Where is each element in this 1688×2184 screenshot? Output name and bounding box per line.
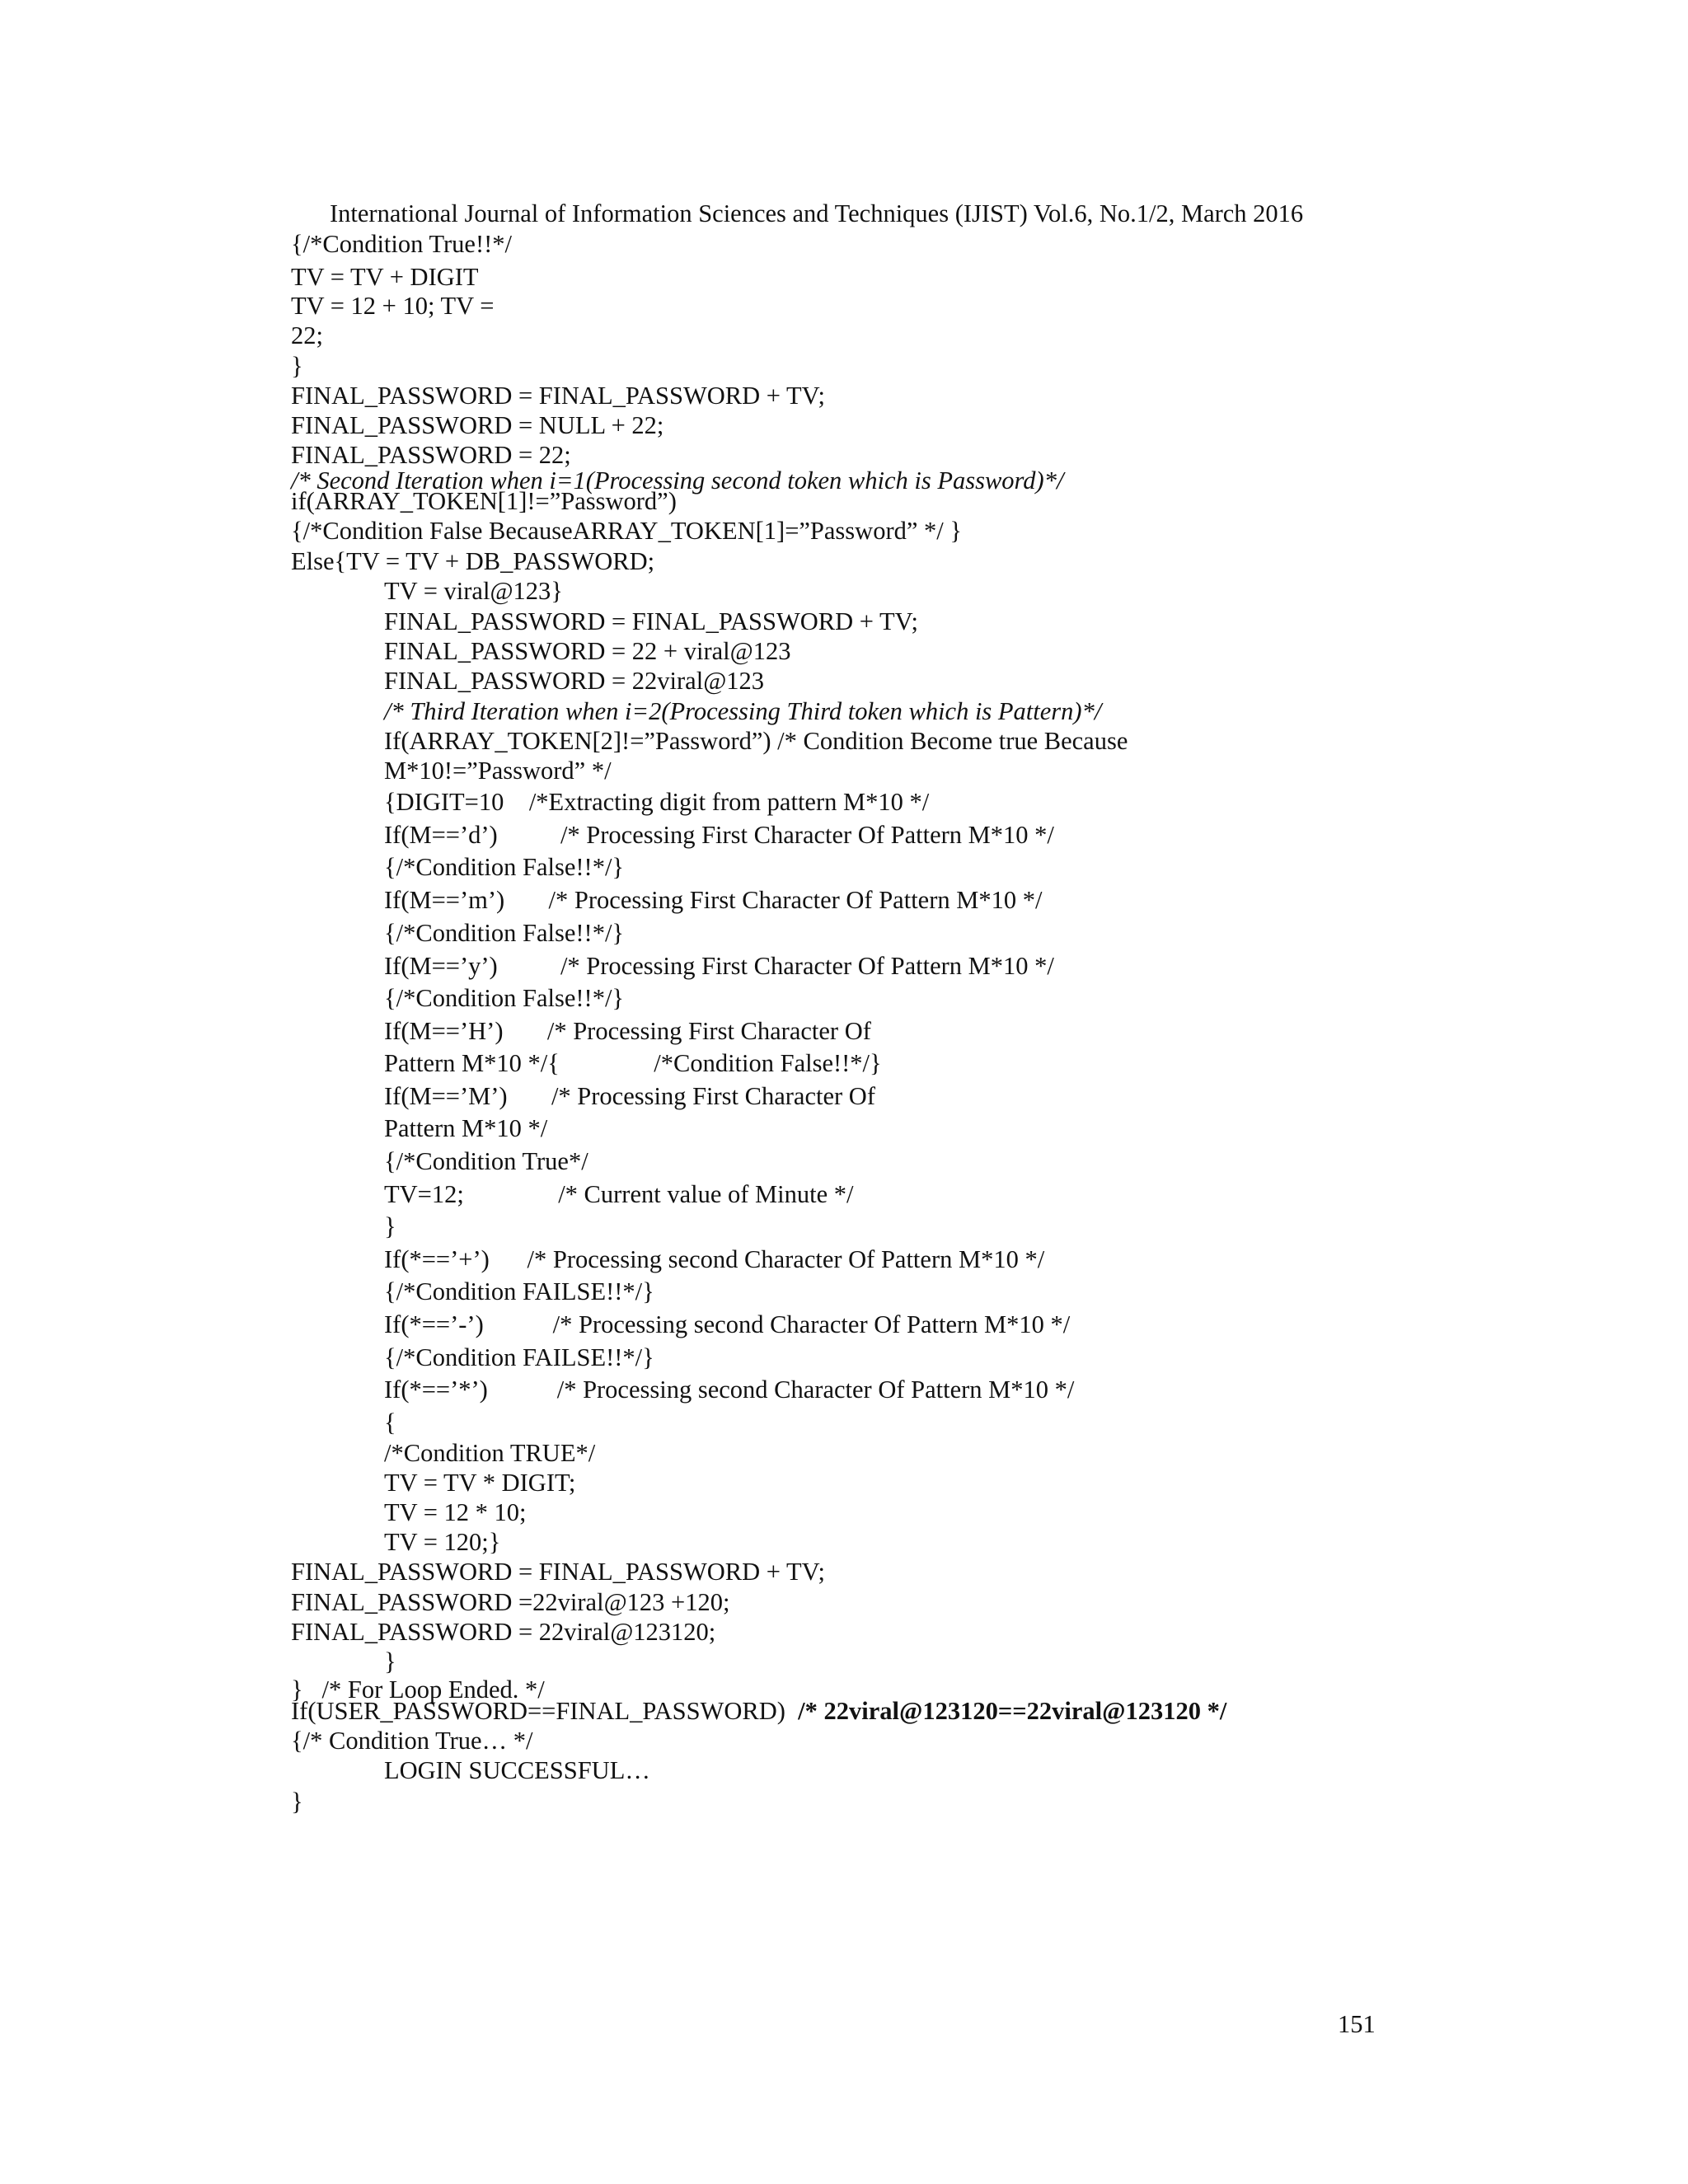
code-line [384, 1526, 500, 1558]
code-line-text: FINAL_PASSWORD =22viral@123 +120; [291, 1588, 730, 1616]
code-line-text: {/*Condition False!!*/} [384, 984, 625, 1012]
code-line [291, 409, 663, 442]
code-line-text: FINAL_PASSWORD = FINAL_PASSWORD + TV; [291, 1558, 825, 1586]
code-line-text: {/*Condition FAILSE!!*/} [384, 1343, 654, 1371]
code-line-text: Pattern M*10 */{ /*Condition False!!*/} [384, 1049, 882, 1077]
code-line [291, 260, 479, 293]
code-line [384, 949, 1054, 982]
code-line-text: M*10!=”Password” */ [384, 757, 612, 785]
code-line-text: /*Condition TRUE*/ [384, 1439, 596, 1467]
code-line-text: If(USER_PASSWORD==FINAL_PASSWORD) [291, 1697, 799, 1725]
code-line-text: If(ARRAY_TOKEN[2]!=”Password”) /* Condition Become true Because [384, 727, 1128, 755]
code-line [384, 1373, 1074, 1406]
code-line [384, 916, 624, 949]
code-line-text: If(*==’-’) /* Processing second Character Of Pattern M*10 */ [384, 1310, 1071, 1338]
code-line [291, 485, 677, 518]
code-line-text: TV = viral@123} [384, 577, 563, 605]
code-line-text: TV=12; /* Current value of Minute */ [384, 1180, 854, 1208]
code-line [384, 1210, 396, 1243]
code-line [384, 1112, 547, 1145]
code-line [384, 664, 764, 697]
code-line-text: FINAL_PASSWORD = 22 + viral@123 [384, 637, 791, 665]
code-line [384, 1341, 654, 1374]
code-line [384, 1496, 527, 1529]
code-line-text: If(M==’y’) /* Processing First Character Of Pattern M*10 */ [384, 952, 1054, 980]
code-line-text: } [384, 1647, 396, 1675]
code-line-text: } [384, 1212, 396, 1240]
code-line-text: TV = 12 + 10; TV = [291, 292, 495, 320]
code-line-text: {DIGIT=10 /*Extracting digit from pattern M*10 */ [384, 788, 930, 816]
code-line-text: {/*Condition False!!*/} [384, 919, 625, 947]
code-line [384, 695, 1101, 728]
code-line [384, 1145, 588, 1178]
code-line-text: FINAL_PASSWORD = 22viral@123 [384, 667, 765, 695]
code-line-text: FINAL_PASSWORD = FINAL_PASSWORD + TV; [384, 607, 918, 635]
code-line [291, 349, 303, 382]
code-line [291, 514, 962, 547]
code-line [291, 227, 512, 260]
code-line-text: 22; [291, 321, 323, 349]
code-line-text: {/*Condition FAILSE!!*/} [384, 1277, 654, 1305]
code-line [291, 1555, 825, 1588]
code-line-text: Else{TV = TV + DB_PASSWORD; [291, 547, 655, 575]
code-line-text: if(ARRAY_TOKEN[1]!=”Password”) [291, 487, 677, 515]
journal-header: International Journal of Information Sciences and Techniques (IJIST) Vol.6, No.1/2, March 2016 [330, 199, 1304, 227]
code-line-text: {/*Condition True!!*/ [291, 230, 512, 258]
code-line [384, 724, 1128, 757]
code-line-text: {/* Condition True… */ [291, 1727, 533, 1755]
code-line [384, 1015, 871, 1047]
code-line [291, 1586, 729, 1619]
code-line [384, 574, 563, 607]
code-line [291, 1694, 1226, 1727]
code-line-text: TV = 12 * 10; [384, 1498, 527, 1526]
code-line [384, 754, 612, 787]
code-line [384, 1047, 882, 1080]
code-line-text: /* Second Iteration when i=1(Processing second token which is Password)*/ [291, 466, 1064, 494]
code-line-text: FINAL_PASSWORD = 22; [291, 441, 571, 469]
code-line [384, 1275, 654, 1308]
code-line [384, 605, 918, 638]
code-line-text: If(M==’m’) /* Processing First Character Of Pattern M*10 */ [384, 886, 1043, 914]
code-line-text: } [291, 1788, 303, 1816]
code-line [291, 545, 654, 578]
page-number: 151 [1338, 2010, 1376, 2038]
code-line [291, 289, 495, 322]
code-line [384, 1406, 396, 1439]
code-line [384, 818, 1054, 851]
code-line [384, 1243, 1044, 1276]
code-line-text: } [291, 352, 303, 380]
code-line [384, 883, 1042, 916]
code-line-text: Pattern M*10 */ [384, 1114, 548, 1142]
code-line [291, 1785, 303, 1818]
code-line-text: FINAL_PASSWORD = NULL + 22; [291, 411, 664, 439]
code-line [291, 1615, 715, 1648]
code-line-bold-comment: /* 22viral@123120==22viral@123120 */ [798, 1697, 1227, 1725]
code-line-text: LOGIN SUCCESSFUL… [384, 1756, 650, 1784]
code-line [384, 1466, 575, 1499]
code-line [384, 982, 624, 1015]
code-line [384, 1178, 854, 1211]
code-line [384, 1080, 875, 1113]
code-line-text: } /* For Loop Ended. */ [291, 1675, 545, 1704]
code-line-text: If(M==’M’) /* Processing First Character Of [384, 1082, 875, 1110]
code-line [384, 1754, 650, 1787]
code-line-text: If(M==’H’) /* Processing First Character Of [384, 1017, 871, 1045]
code-line-text: If(M==’d’) /* Processing First Character Of Pattern M*10 */ [384, 821, 1054, 849]
code-line-text: { [384, 1408, 396, 1436]
code-line [291, 379, 825, 412]
code-line [384, 635, 790, 668]
code-line [291, 319, 323, 352]
code-line-text: If(*==’+’) /* Processing second Character Of Pattern M*10 */ [384, 1245, 1045, 1273]
code-line [384, 851, 624, 883]
code-line-text: /* Third Iteration when i=2(Processing Third token which is Pattern)*/ [384, 697, 1102, 725]
code-line [291, 1724, 532, 1757]
code-line-text: TV = 120;} [384, 1528, 501, 1556]
code-line-text: FINAL_PASSWORD = FINAL_PASSWORD + TV; [291, 382, 825, 410]
code-line-text: {/*Condition True*/ [384, 1147, 588, 1175]
code-line-text: {/*Condition False!!*/} [384, 853, 625, 881]
code-line-text: {/*Condition False BecauseARRAY_TOKEN[1]=”Password” */ } [291, 517, 962, 545]
code-line [384, 1308, 1070, 1341]
code-line [384, 1436, 595, 1469]
code-line-text: If(*==’*’) /* Processing second Character Of Pattern M*10 */ [384, 1376, 1075, 1404]
code-line [384, 785, 929, 818]
code-line-text: TV = TV + DIGIT [291, 263, 479, 291]
code-line-text: TV = TV * DIGIT; [384, 1469, 576, 1497]
code-line-text: FINAL_PASSWORD = 22viral@123120; [291, 1618, 716, 1646]
